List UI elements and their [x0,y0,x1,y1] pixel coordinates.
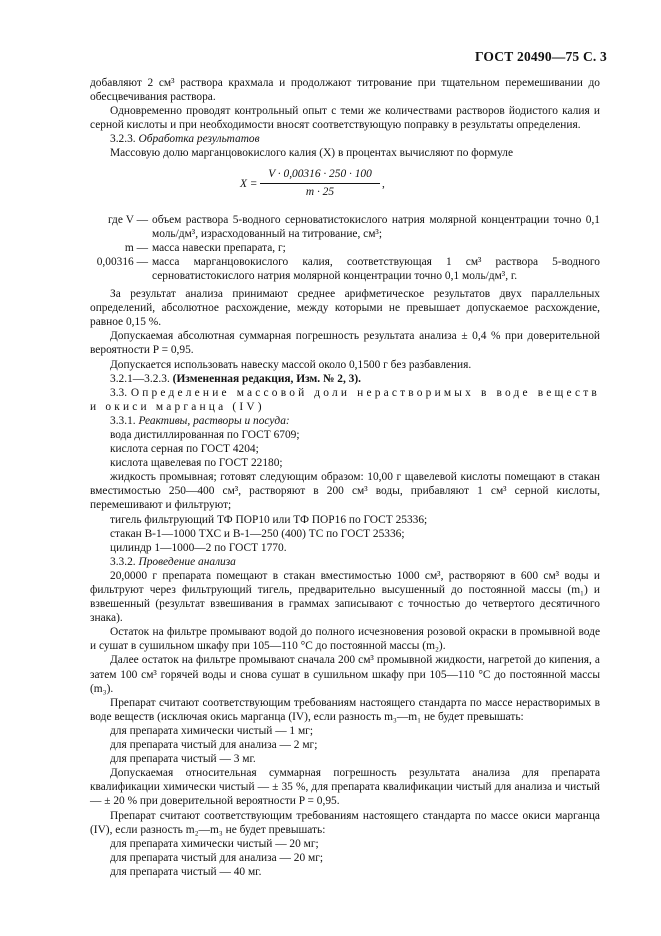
list-item: для препарата химически чистый — 1 мг; [110,724,314,737]
formula-lhs: X = [240,177,258,190]
section-title: Проведение анализа [138,555,236,568]
paragraph: Допускаемая относительная суммарная погрешность результата анализа для препарата квалификации химически чистый — ± 35 %, для препарата квалификации чистый для анализа и чистый — ± 20 % при доверительной вероятности P = 0,95. [90,767,600,808]
paragraph: Допускаемая абсолютная суммарная погрешность результата анализа ± 0,4 % при доверительной вероятности P = 0,95. [90,330,600,357]
section-number: 3.3.2. [110,555,139,568]
formula [90,165,600,205]
list-item: тигель фильтрующий ТФ ПОР10 или ТФ ПОР16 по ГОСТ 25336; [110,513,428,526]
paragraph: Препарат считают соответствующим требованиям настоящего стандарта по массе нерастворимых в воде веществ (исключая окись марганца (IV), если разность m₃—m₁ не будет превышать: [90,696,600,723]
section-number: 3.3. [110,386,131,399]
amendment-text: (Измененная редакция, Изм. № 2, 3). [172,372,361,385]
section-heading [90,386,600,414]
section-number: 3.3.1. [110,414,139,427]
paragraph: Массовую долю марганцовокислого калия (X) в процентах вычисляют по формуле [110,147,514,160]
page-header: ГОСТ 20490—75 С. 3 [474,49,607,64]
paragraph: Допускается использовать навеску массой около 0,1500 г без разбавления. [110,358,472,371]
formula-tail: , [382,177,385,190]
list-item: кислота серная по ГОСТ 4204; [110,443,259,456]
paragraph: Препарат считают соответствующим требованиям настоящего стандарта по массе окиси марганца (IV), если разность m₂—m₃ не будет превышать: [90,809,600,836]
definition-text: масса марганцовокислого калия, соответствующая 1 см³ раствора 5-водного серноватистокислого натрия молярной концентрации точно 0,1 моль/дм³, г. [152,255,600,282]
list-item: для препарата чистый для анализа — 20 мг; [110,851,324,864]
document-body [90,76,600,879]
paragraph: Далее остаток на фильтре промывают сначала 200 см³ промывной жидкости, нагретой до кипения, а затем 100 см³ горячей воды и снова сушат в сушильном шкафу при 105—110 °С до постоянной массы (m₃). [90,654,600,695]
paragraph: добавляют 2 см³ раствора крахмала и продолжают титрование при тщательном перемешивании до обесцвечивания раствора. [90,77,600,104]
section-heading [90,132,600,146]
list-item: для препарата чистый для анализа — 2 мг; [110,739,318,752]
definition-row [90,213,600,241]
amendment-note [90,372,600,386]
definition-row [90,241,600,255]
list-item: для препарата чистый — 3 мг. [110,753,256,766]
list-item: для препарата химически чистый — 20 мг; [110,837,319,850]
section-heading [90,555,600,569]
paragraph: жидкость промывная; готовят следующим образом: 10,00 г щавелевой кислоты помещают в стакан вместимостью 250—400 см³, растворяют в 200 см³ воды, прибавляют 1 см³ серной кислоты, перемешивают и фильтруют; [90,471,600,512]
section-title: Определение массовой доли нерастворимых в воде веществ и окиси марганца (IV) [90,386,600,413]
definition-text: объем раствора 5-водного серноватистокислого натрия молярной концентрации точно 0,1 моль/дм³, израсходованный на титрование, см³; [152,213,600,240]
list-item: кислота щавелевая по ГОСТ 22180; [110,457,283,470]
amendment-range: 3.2.1—3.2.3. [110,372,173,385]
paragraph: 20,0000 г препарата помещают в стакан вместимостью 1000 см³, растворяют в 600 см³ воды и фильтруют через фильтрующий тигель, предварительно высушенный до постоянной массы (m₁) и взвешенный (результат взвешивания в граммах записывают с точностью до четвертого десятичного знака). [90,569,600,625]
variable-definitions [90,213,600,283]
formula-denominator: m · 25 [305,185,335,198]
list-item: вода дистиллированная по ГОСТ 6709; [110,428,300,441]
formula-fraction [260,167,380,199]
definition-key: m — [124,241,148,254]
section-title: Обработка результатов [138,133,260,146]
section-title: Реактивы, растворы и посуда: [138,414,290,427]
list-item: стакан В-1—1000 ТХС и В-1—250 (400) ТС по ГОСТ 25336; [110,527,405,540]
list-item: для препарата чистый — 40 мг. [110,865,262,878]
section-heading [90,414,600,428]
definition-text: масса навески препарата, г; [152,241,286,254]
paragraph: Одновременно проводят контрольный опыт с теми же количествами растворов йодистого калия и серной кислоты и при необходимости вносят соответствующую поправку в результаты определения. [90,105,600,132]
formula-numerator: V · 0,00316 · 250 · 100 [260,167,380,184]
definition-key: 0,00316 — [96,255,148,268]
section-number: 3.2.3. [110,133,136,146]
list-item: цилиндр 1—1000—2 по ГОСТ 1770. [110,541,287,554]
definition-row [90,255,600,283]
paragraph: За результат анализа принимают среднее арифметическое результатов двух параллельных определений, абсолютное расхождение, между которыми не превышает допускаемое расхождение, равное 0,15 %. [90,288,600,329]
paragraph: Остаток на фильтре промывают водой до полного исчезновения розовой окраски в промывной воде и сушат в сушильном шкафу при 105—110 °С до постоянной массы (m₂). [90,626,600,653]
definition-key: где V — [107,213,148,226]
